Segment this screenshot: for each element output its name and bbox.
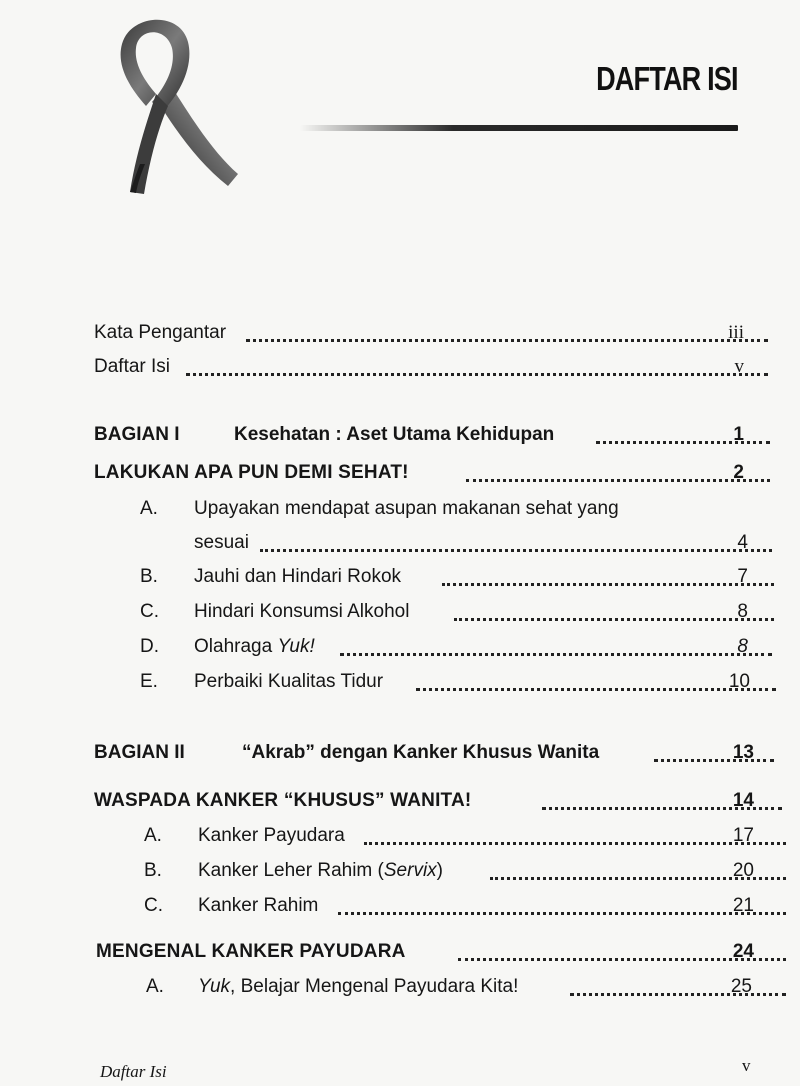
entry-text-main: Kanker Leher Rahim (	[198, 860, 384, 881]
toc-chapter-mengenal	[96, 937, 756, 967]
entry-text: Jauhi dan Hindari Rokok	[194, 566, 402, 587]
entry-text	[194, 636, 315, 658]
entry-text	[198, 860, 443, 882]
toc-entry-page: 21	[732, 895, 754, 916]
toc-entry-page: 24	[732, 941, 754, 962]
toc-entry-label: Kata Pengantar	[94, 322, 227, 343]
part-title: Kesehatan : Aset Utama Kehidupan	[234, 424, 555, 445]
entry-text-main: , Belajar Mengenal Payudara Kita!	[230, 976, 519, 997]
entry-text: Kanker Rahim	[198, 895, 319, 916]
toc-entry-b-leher-rahim	[94, 856, 754, 886]
toc-entry-page: 14	[732, 790, 754, 811]
entry-text-italic: Yuk!	[277, 636, 315, 657]
toc-entry-a-upayakan-cont	[94, 528, 754, 558]
part-label: BAGIAN II	[94, 742, 185, 763]
title-underline	[300, 125, 738, 131]
entry-text-line2: sesuai	[194, 532, 249, 553]
toc-chapter-waspada	[94, 786, 754, 816]
entry-text-italic: Yuk	[198, 976, 231, 997]
toc-entry-c-alkohol	[94, 597, 754, 627]
chapter-title: MENGENAL KANKER PAYUDARA	[96, 941, 406, 962]
toc-entry-page: 4	[737, 532, 748, 553]
page-title: DAFTAR ISI	[596, 60, 738, 97]
entry-letter: C.	[140, 601, 159, 622]
toc-entry-page: 10	[728, 671, 750, 692]
leader-dots	[246, 335, 768, 342]
toc-entry-kata-pengantar	[94, 318, 754, 348]
entry-text: Hindari Konsumsi Alkohol	[194, 601, 410, 622]
toc-entry-b-rokok	[94, 562, 754, 592]
awareness-ribbon-icon	[100, 14, 250, 199]
entry-text-italic: Servix	[383, 860, 437, 881]
toc-entry-label: Daftar Isi	[94, 356, 171, 377]
toc-entry-e-tidur	[94, 667, 754, 697]
entry-text	[198, 976, 518, 998]
part-label: BAGIAN I	[94, 424, 180, 445]
entry-letter: A.	[140, 498, 158, 519]
toc-entry-page: 8	[737, 636, 748, 657]
part-title: “Akrab” dengan Kanker Khusus Wanita	[242, 742, 600, 763]
toc-entry-c-rahim	[94, 891, 754, 921]
leader-dots	[570, 989, 786, 996]
entry-text: Perbaiki Kualitas Tidur	[194, 671, 384, 692]
toc-entry-page: 2	[733, 462, 744, 483]
page-number: v	[742, 1056, 751, 1075]
toc-chapter-lakukan	[94, 458, 754, 488]
toc-entry-daftar-isi	[94, 352, 754, 382]
entry-text-end: )	[436, 860, 443, 881]
toc-entry-a-payudara	[94, 821, 754, 851]
leader-dots	[186, 369, 768, 376]
toc-entry-a-belajar	[94, 972, 754, 1002]
toc-entry-page: 25	[730, 976, 752, 997]
entry-letter: B.	[144, 860, 162, 881]
entry-letter: C.	[144, 895, 163, 916]
chapter-title: LAKUKAN APA PUN DEMI SEHAT!	[94, 462, 409, 483]
entry-letter: D.	[140, 636, 159, 657]
entry-text: Kanker Payudara	[198, 825, 345, 846]
leader-dots	[260, 545, 772, 552]
chapter-title: WASPADA KANKER “KHUSUS” WANITA!	[94, 790, 472, 811]
toc-entry-a-upayakan	[94, 494, 754, 524]
entry-letter: B.	[140, 566, 158, 587]
toc-entry-d-olahraga	[94, 632, 754, 662]
toc-entry-page: 20	[732, 860, 754, 881]
entry-letter: A.	[146, 976, 164, 997]
toc-entry-page: 17	[732, 825, 754, 846]
toc-part-bagian-1	[94, 420, 754, 450]
toc-entry-page: iii	[728, 322, 744, 343]
toc-entry-page: 7	[737, 566, 748, 587]
entry-text-line1: Upayakan mendapat asupan makanan sehat yang	[194, 498, 619, 519]
toc-entry-page: 1	[733, 424, 744, 445]
entry-letter: A.	[144, 825, 162, 846]
toc-entry-page: v	[734, 356, 744, 377]
entry-text-main: Olahraga	[194, 636, 278, 657]
entry-letter: E.	[140, 671, 158, 692]
toc-entry-page: 8	[737, 601, 748, 622]
running-footer-title: Daftar Isi	[100, 1062, 167, 1081]
toc-entry-page: 13	[732, 742, 754, 763]
toc-part-bagian-2	[94, 738, 754, 768]
